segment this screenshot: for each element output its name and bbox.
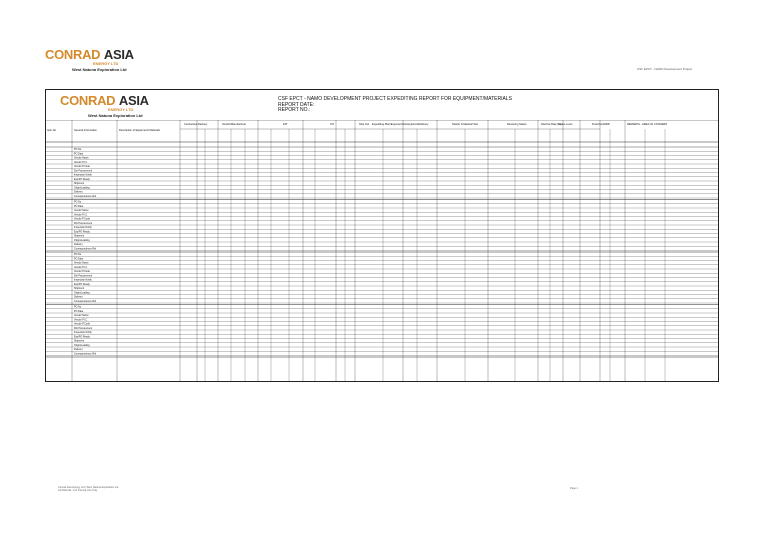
row-info-label: Shipment — [74, 339, 85, 343]
row-info-label: Shipment — [74, 182, 85, 186]
report-logo — [60, 94, 149, 118]
report-logo-asia-text: ASIA — [118, 93, 149, 108]
row-info-label: Vendor P.Code — [74, 165, 90, 169]
row-info-label: Shipment — [74, 234, 85, 238]
logo-conrad-text: CONRAD — [45, 47, 101, 62]
row-info-label: PO Date — [74, 309, 84, 313]
row-info-label: Dirt Procurement — [74, 274, 93, 278]
logo-sub-text: ENERGY LTD — [93, 61, 119, 66]
row-info-label: PO No — [74, 305, 82, 309]
row-info-label: Inspection Notify — [74, 278, 92, 282]
row-info-label: Correspondence Ref — [74, 352, 97, 356]
column-header: Receiving Status — [507, 123, 527, 126]
row-info-label: Vendor P.I.C — [74, 160, 88, 164]
report-logo-sub-text: ENERGY LTD — [108, 107, 134, 112]
column-header: FAT — [283, 123, 288, 126]
footer-page: Page 1 — [570, 487, 578, 490]
row-info-label: Shipment — [74, 287, 85, 291]
row-info-label: Origin/Loading — [74, 186, 90, 190]
row-info-label: Dirt Procurement — [74, 169, 93, 173]
row-info-label: Vendor P.I.C — [74, 213, 88, 217]
row-info-label: Vendor Name — [74, 156, 89, 160]
row-info-label: Origin/Loading — [74, 291, 90, 295]
column-header: Contractual Delivery — [184, 123, 208, 126]
row-info-label: Vendor P.Code — [74, 217, 90, 221]
row-info-label: Dirt Procurement — [74, 326, 93, 330]
row-info-label: Vendor Name — [74, 314, 89, 318]
expediting-table-grid — [45, 120, 719, 382]
report-logo-tagline: West Natuna Exploration Ltd — [88, 113, 143, 118]
row-info-label: Inspection Notify — [74, 226, 92, 230]
row-info-label: PO No — [74, 148, 82, 152]
row-info-label: Vendor P.I.C — [74, 318, 88, 322]
report-date-label: REPORT DATE: — [278, 101, 315, 108]
logo-asia-text: ASIA — [103, 47, 134, 62]
row-info-label: PO No — [74, 253, 82, 257]
row-info-label: Correspondence Ref — [74, 247, 97, 251]
row-info-label: Vendor P.Code — [74, 270, 90, 274]
report-logo-conrad-text: CONRAD — [60, 93, 116, 108]
column-header: Final Doc/MDR — [592, 123, 610, 126]
row-info-label: Dirt Procurement — [74, 221, 93, 225]
footer-company: Conrad Asia Energy Ltd / West Natuna Exploration Ltd — [58, 486, 119, 489]
logo-tagline: West Natuna Exploration Ltd — [72, 67, 127, 72]
column-header: Vendor/Manufacturer — [222, 123, 247, 126]
row-info-label: PO Date — [74, 204, 84, 208]
column-header: Status Level — [558, 123, 573, 126]
column-header: Arrival/Delivery — [411, 123, 429, 126]
row-info-label: PO Date — [74, 257, 84, 261]
footer-left — [58, 486, 118, 492]
row-info-label: Exp/PO Ready — [74, 282, 90, 286]
row-info-label: Vendor Name — [74, 261, 89, 265]
report-no-label: REPORT NO.: — [278, 107, 311, 113]
row-info-label: Origin/Loading — [74, 343, 90, 347]
row-info-label: Correspondence Ref — [74, 194, 97, 198]
report-title: CSF EPCT - NAMO DEVELOPMENT PROJECT EXPEDITING REPORT FOR EQUIPMENT/MATERIALS — [278, 96, 512, 102]
expediting-table — [45, 120, 719, 382]
column-header: Item No. — [47, 129, 57, 132]
column-header: Shelter & Material Test — [452, 123, 479, 126]
row-info-label: Vendor Name — [74, 209, 89, 213]
footer-confidential: Confidential - For Internal Use Only — [58, 489, 98, 492]
row-info-label: Exp/PO Ready — [74, 335, 90, 339]
page-header-reference: CSF EPCT - NAMO Development Project — [637, 67, 693, 71]
column-header: SIT — [330, 123, 335, 126]
column-header: General Information — [74, 129, 97, 132]
column-header: Expediting Plan/Expected Delivery — [372, 123, 412, 126]
row-info-label: Origin/Loading — [74, 238, 90, 242]
row-info-label: PO Date — [74, 152, 84, 156]
row-info-label: Vendor P.Code — [74, 322, 90, 326]
row-info-label: Delivery — [74, 348, 83, 352]
column-header: Ship Out — [359, 123, 370, 126]
row-info-label: Delivery — [74, 190, 83, 194]
row-info-label: Vendor P.I.C — [74, 265, 88, 269]
page-logo — [45, 48, 134, 72]
row-info-label: PO No — [74, 200, 82, 204]
row-info-label: Inspection Notify — [74, 173, 92, 177]
row-info-label: Exp/PO Ready — [74, 177, 90, 181]
column-header: Site/Inst Date (C) — [541, 123, 561, 126]
column-header: Description of Equipment/ Materials — [119, 129, 160, 132]
row-info-label: Inspection Notify — [74, 331, 92, 335]
row-info-label: Exp/PO Ready — [74, 230, 90, 234]
row-info-label: Delivery — [74, 243, 83, 247]
column-header: REMARKS - AREA OF CONCERN — [627, 123, 668, 126]
row-info-label: Delivery — [74, 295, 83, 299]
report-title-block — [278, 97, 512, 114]
row-info-label: Correspondence Ref — [74, 299, 97, 303]
